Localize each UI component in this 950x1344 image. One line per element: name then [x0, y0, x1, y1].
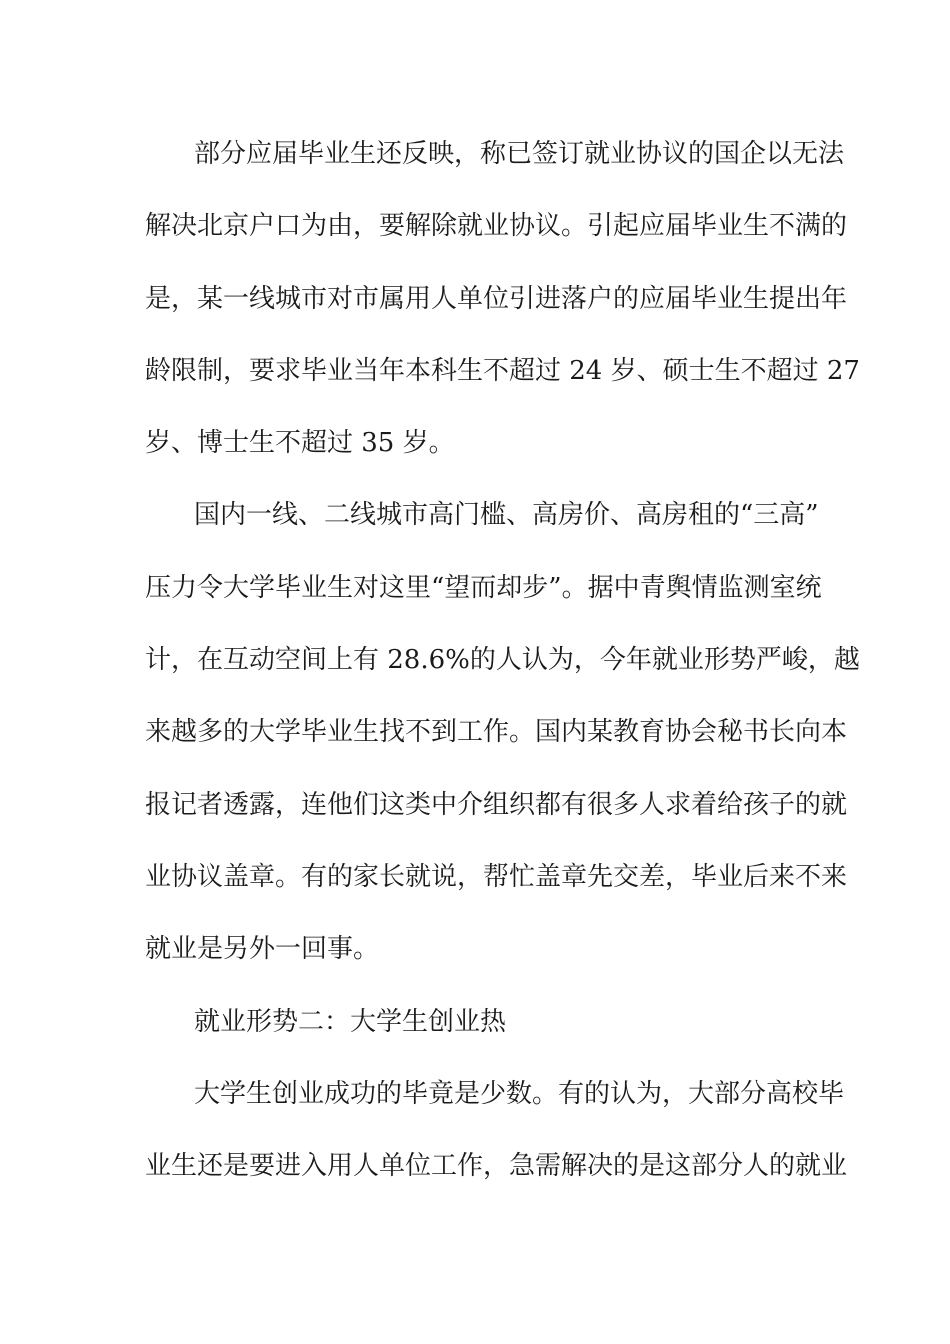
text-line: 解决北京户口为由，要解除就业协议。引起应届毕业生不满的: [145, 211, 848, 242]
paragraph-three-highs: [145, 487, 860, 993]
text-line: 大学生创业成功的毕竟是少数。有的认为，大部分高校毕: [194, 1078, 845, 1109]
section-heading: 就业形势二：大学生创业热: [194, 1006, 507, 1037]
text-line: 就业是另外一回事。: [145, 934, 380, 965]
text-line: 岁、博士生不超过 35 岁。: [145, 428, 455, 459]
paragraph-hukou-age-limit: [145, 126, 860, 487]
text-line: 部分应届毕业生还反映，称已签订就业协议的国企以无法: [194, 139, 845, 169]
text-line: 报记者透露，连他们这类中介组织都有很多人求着给孩子的就: [145, 789, 848, 820]
text-line: 业生还是要进入用人单位工作，急需解决的是这部分人的就业: [145, 1151, 848, 1182]
text-line: 龄限制，要求毕业当年本科生不超过 24 岁、硕士生不超过 27: [145, 355, 860, 386]
text-line: 是，某一线城市对市属用人单位引进落户的应届毕业生提出年: [145, 283, 848, 314]
text-line: 计，在互动空间上有 28.6%的人认为，今年就业形势严峻，越: [145, 645, 860, 676]
document-body: [145, 126, 860, 1210]
paragraph-entrepreneurship: [145, 1066, 848, 1211]
text-line: 业协议盖章。有的家长就说，帮忙盖章先交差，毕业后来不来: [145, 861, 848, 892]
text-line: 国内一线、二线城市高门槛、高房价、高房租的“三高”: [194, 500, 819, 531]
text-line: 压力令大学毕业生对这里“望而却步”。据中青舆情监测室统: [145, 572, 822, 603]
text-line: 来越多的大学毕业生找不到工作。国内某教育协会秘书长向本: [145, 717, 848, 748]
